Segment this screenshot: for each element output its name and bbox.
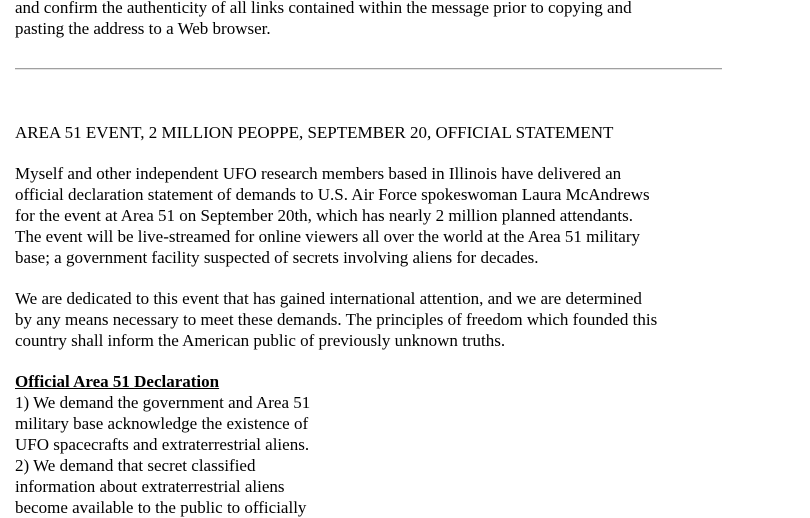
warning-line: pasting the address to a Web browser.	[15, 19, 271, 38]
horizontal-divider	[15, 68, 722, 70]
divider-wrap	[15, 39, 755, 122]
paragraph-line: We are dedicated to this event that has gained international attention, and we are determined	[15, 289, 642, 308]
paragraph-line: Myself and other independent UFO research members based in Illinois have delivered an	[15, 164, 622, 183]
declaration-line: military base acknowledge the existence of	[15, 414, 309, 433]
paragraph-intro	[15, 163, 755, 268]
declaration-line: become available to the public to officially	[15, 498, 307, 517]
declaration-section	[15, 371, 755, 518]
declaration-line: UFO spacecrafts and extraterrestrial aliens.	[15, 435, 310, 454]
security-warning	[15, 0, 755, 39]
declaration-line: 2) We demand that secret classified	[15, 456, 256, 475]
declaration-line: information about extraterrestrial aliens	[15, 477, 285, 496]
paragraph-dedication	[15, 288, 755, 351]
declaration-line: 1) We demand the government and Area 51	[15, 393, 311, 412]
paragraph-line: The event will be live-streamed for online viewers all over the world at the Area 51 military	[15, 227, 641, 246]
paragraph-line: country shall inform the American public of previously unknown truths.	[15, 331, 506, 350]
message-subject: AREA 51 EVENT, 2 MILLION PEOPPE, SEPTEMBER 20, OFFICIAL STATEMENT	[15, 123, 614, 142]
warning-line: and confirm the authenticity of all links contained within the message prior to copying and	[15, 0, 632, 17]
paragraph-line: base; a government facility suspected of secrets involving aliens for decades.	[15, 248, 539, 267]
paragraph-line: by any means necessary to meet these demands. The principles of freedom which founded this	[15, 310, 658, 329]
email-body	[15, 0, 755, 518]
paragraph-line: for the event at Area 51 on September 20th, which has nearly 2 million planned attendants.	[15, 206, 633, 225]
declaration-heading: Official Area 51 Declaration	[15, 372, 220, 391]
paragraph-line: official declaration statement of demands to U.S. Air Force spokeswoman Laura McAndrews	[15, 185, 650, 204]
